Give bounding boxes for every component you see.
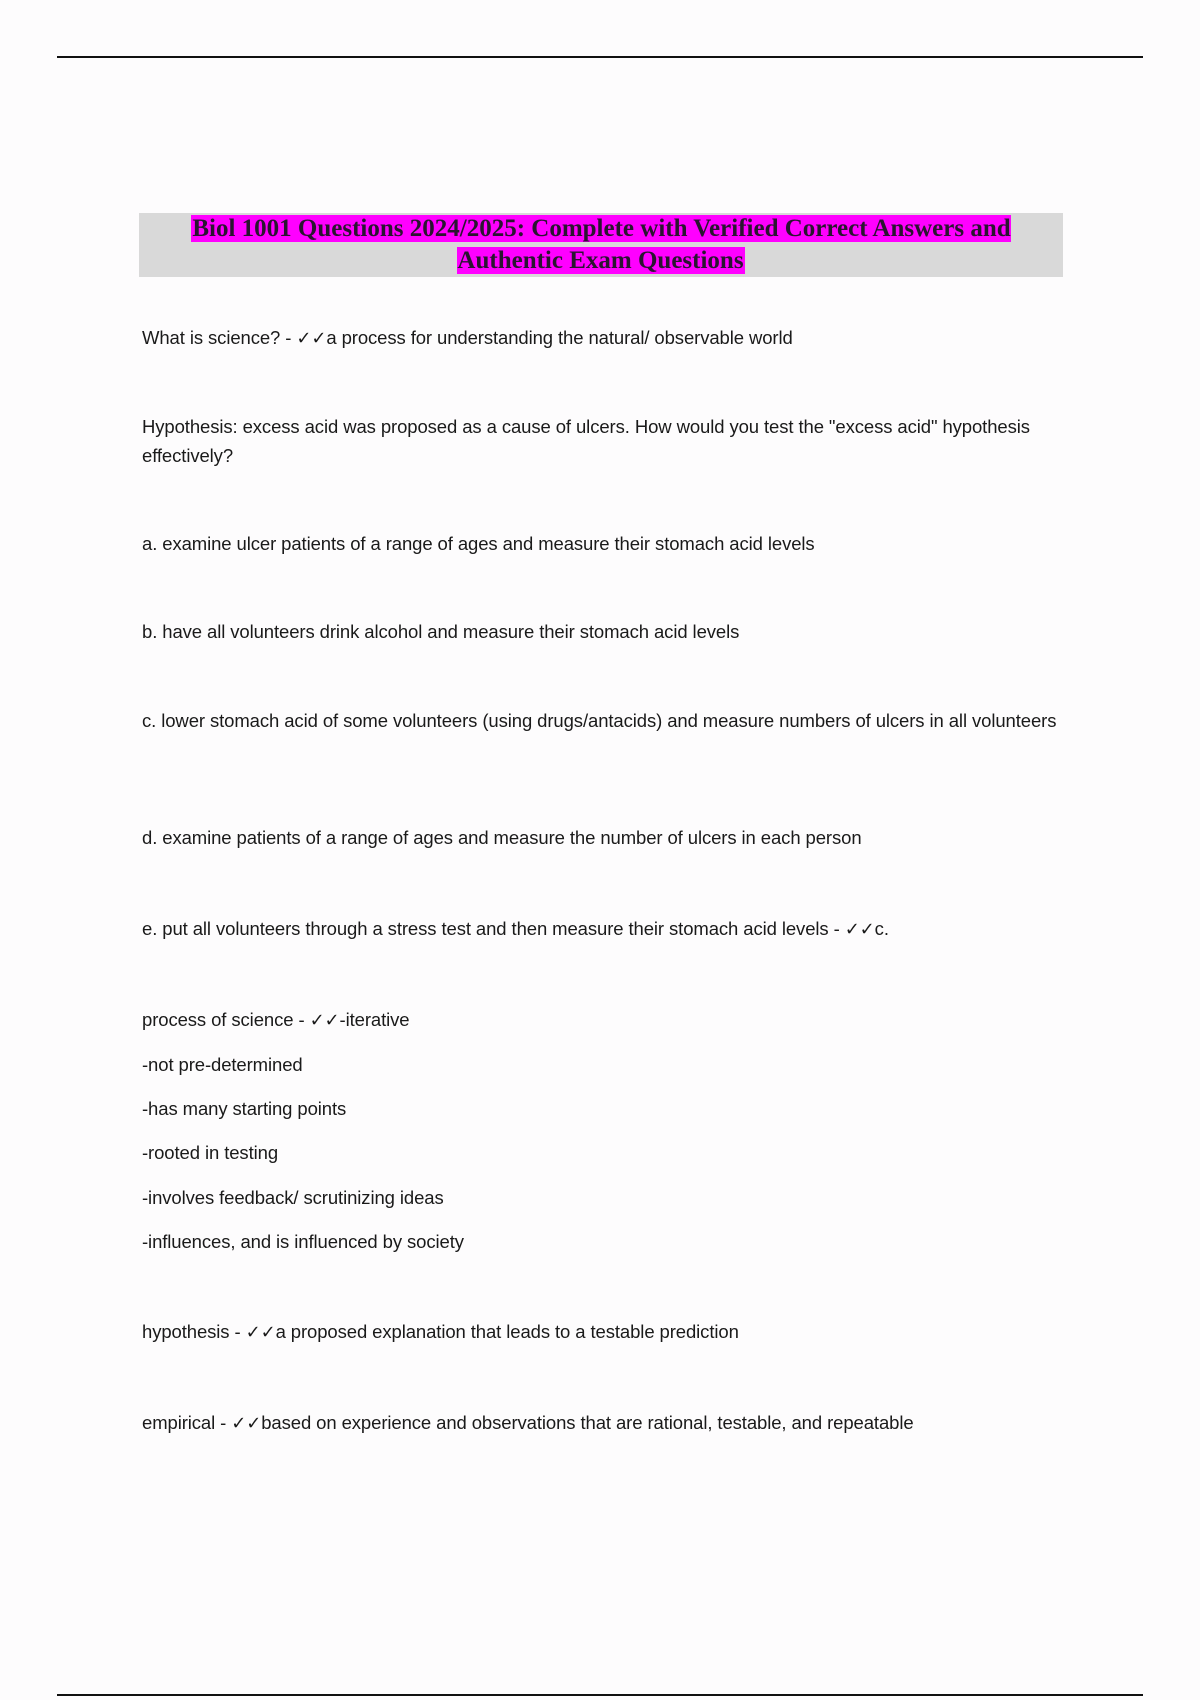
title-highlight: Biol 1001 Questions 2024/2025: Complete with Verified Correct Answers and Authentic Exam Questions bbox=[192, 215, 1011, 274]
list-item: -involves feedback/ scrutinizing ideas bbox=[142, 1187, 444, 1208]
qa-hypothesis bbox=[142, 1317, 1062, 1347]
question-text: empirical - bbox=[142, 1412, 232, 1433]
option-a: a. examine ulcer patients of a range of ages and measure their stomach acid levels bbox=[142, 533, 815, 554]
top-rule bbox=[57, 56, 1143, 58]
option-c: c. lower stomach acid of some volunteers (using drugs/antacids) and measure numbers of ulcers in all volunteers bbox=[142, 710, 1057, 731]
check-mark-icon: ✓✓ bbox=[309, 1010, 340, 1031]
check-mark-icon: ✓✓ bbox=[245, 1322, 276, 1343]
option-d: d. examine patients of a range of ages and measure the number of ulcers in each person bbox=[142, 827, 862, 848]
check-mark-icon: ✓✓ bbox=[296, 328, 327, 349]
qa-empirical bbox=[142, 1408, 1062, 1438]
check-mark-icon: ✓✓ bbox=[231, 1413, 262, 1434]
list-item: -rooted in testing bbox=[142, 1142, 279, 1163]
document-title bbox=[139, 213, 1063, 277]
answer-text: -iterative bbox=[339, 1009, 410, 1030]
question-hypothesis-test: Hypothesis: excess acid was proposed as a cause of ulcers. How would you test the "excess acid" hypothesis effectively? bbox=[142, 416, 1030, 466]
answer-text: c. bbox=[874, 918, 889, 939]
list-item: -has many starting points bbox=[142, 1098, 347, 1119]
list-item: -not pre-determined bbox=[142, 1054, 303, 1075]
check-mark-icon: ✓✓ bbox=[844, 919, 875, 940]
qa-what-is-science bbox=[142, 323, 1062, 353]
question-text: e. put all volunteers through a stress test and then measure their stomach acid levels - bbox=[142, 918, 845, 939]
question-text: What is science? - bbox=[142, 327, 297, 348]
question-text: process of science - bbox=[142, 1009, 310, 1030]
bottom-rule bbox=[57, 1694, 1143, 1696]
answer-text: a proposed explanation that leads to a testable prediction bbox=[275, 1321, 739, 1342]
answer-text: a process for understanding the natural/ observable world bbox=[326, 327, 793, 348]
answer-text: based on experience and observations that are rational, testable, and repeatable bbox=[261, 1412, 914, 1433]
option-e bbox=[142, 914, 1062, 944]
list-item: -influences, and is influenced by society bbox=[142, 1231, 464, 1252]
question-text: hypothesis - bbox=[142, 1321, 246, 1342]
qa-process-of-science bbox=[142, 1005, 1062, 1035]
option-b: b. have all volunteers drink alcohol and measure their stomach acid levels bbox=[142, 621, 740, 642]
